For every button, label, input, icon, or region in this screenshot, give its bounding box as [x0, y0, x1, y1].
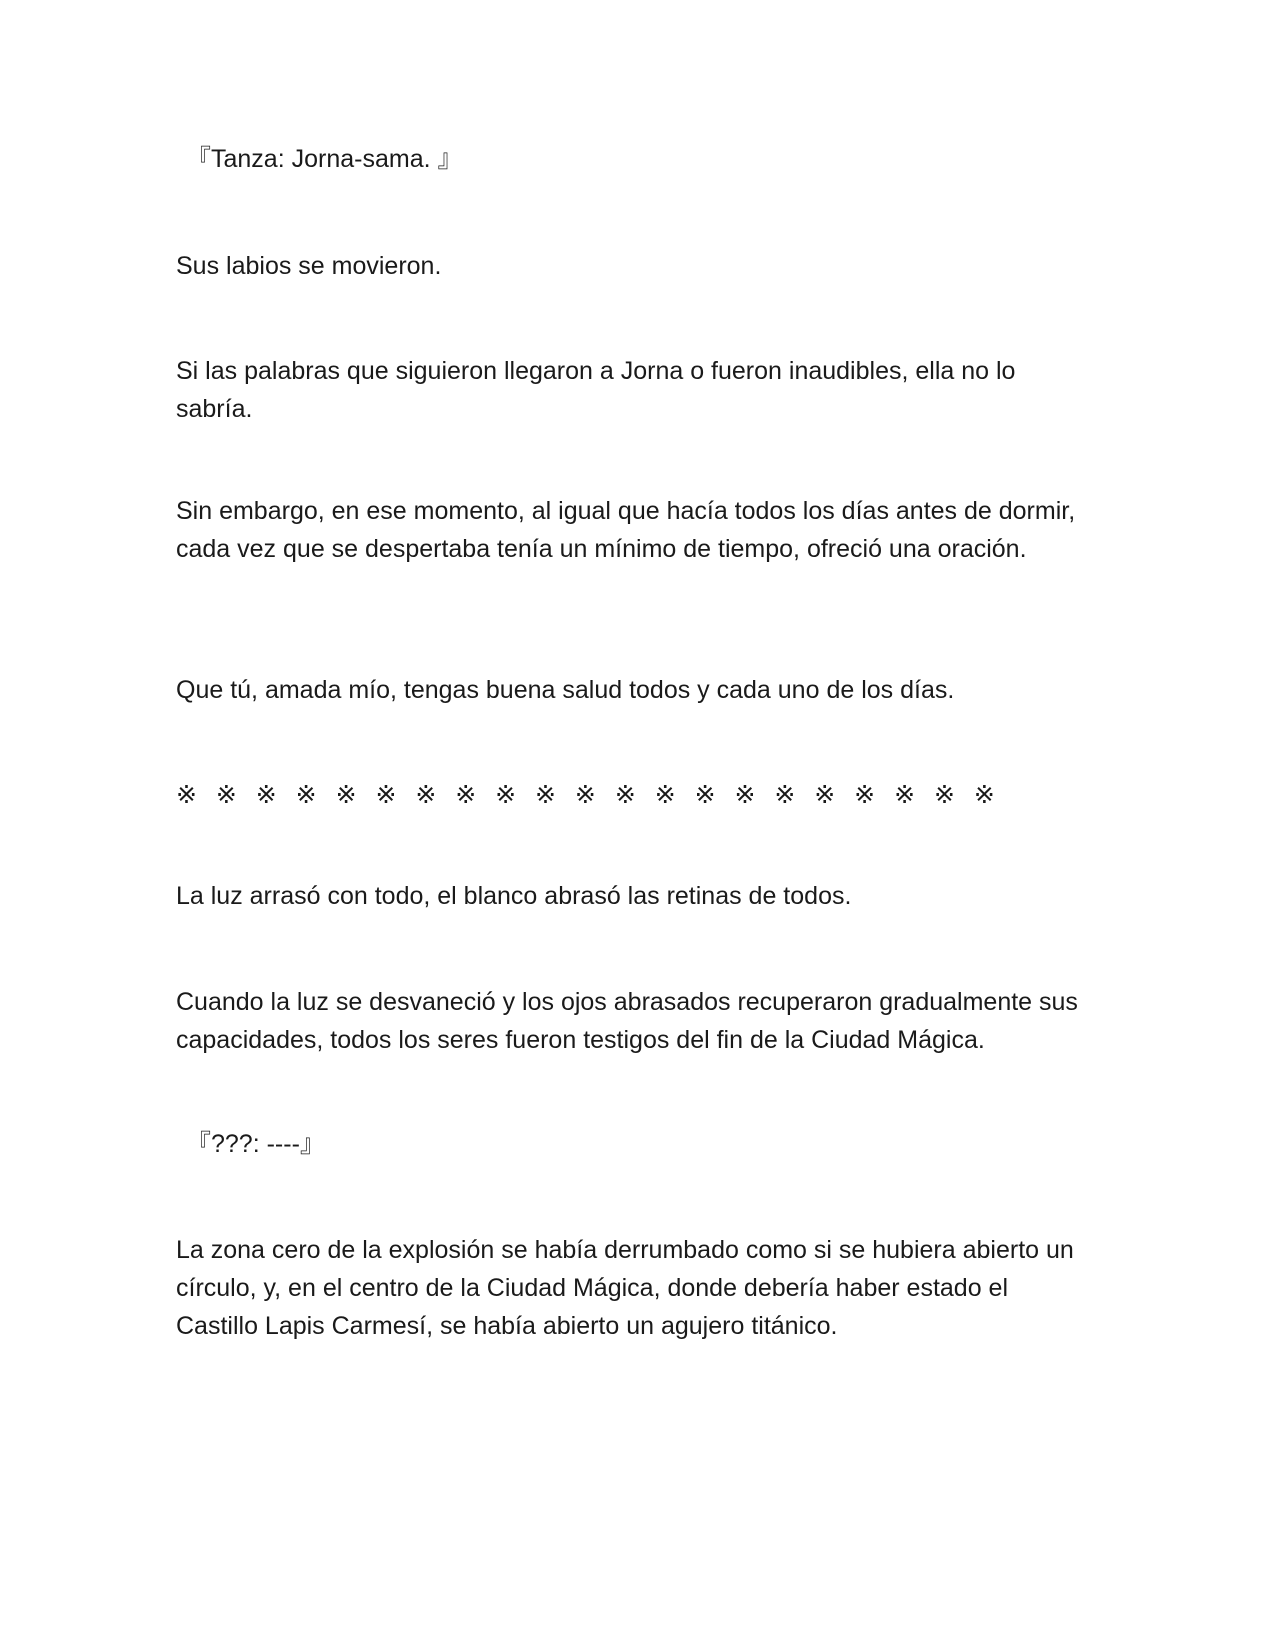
- scene-separator: ※ ※ ※ ※ ※ ※ ※ ※ ※ ※ ※ ※ ※ ※ ※ ※ ※ ※ ※ ※ ※: [176, 781, 1001, 809]
- paragraph: La luz arrasó con todo, el blanco abrasó las retinas de todos.: [176, 882, 852, 910]
- paragraph: Sus labios se movieron.: [176, 252, 442, 280]
- paragraph: Cuando la luz se desvaneció y los ojos abrasados recuperaron gradualmente sus capacidades, todos los seres fueron testigos del fin de la Ciudad Mágica.: [176, 988, 1078, 1054]
- paragraph: Si las palabras que siguieron llegaron a Jorna o fueron inaudibles, ella no lo sabría.: [176, 357, 1016, 423]
- paragraph: La zona cero de la explosión se había derrumbado como si se hubiera abierto un círculo, y, en el centro de la Ciudad Mágica, donde debería haber estado el Castillo Lapis Carmesí, se había abierto un agujero titánico.: [176, 1236, 1074, 1340]
- dialogue-line-tanza: 『Tanza: Jorna-sama. 』: [186, 145, 463, 173]
- paragraph: Que tú, amada mío, tengas buena salud todos y cada uno de los días.: [176, 676, 955, 704]
- dialogue-line-unknown: 『???: ----』: [186, 1130, 325, 1158]
- paragraph: Sin embargo, en ese momento, al igual que hacía todos los días antes de dormir, cada vez que se despertaba tenía un mínimo de tiempo, ofreció una oración.: [176, 497, 1076, 563]
